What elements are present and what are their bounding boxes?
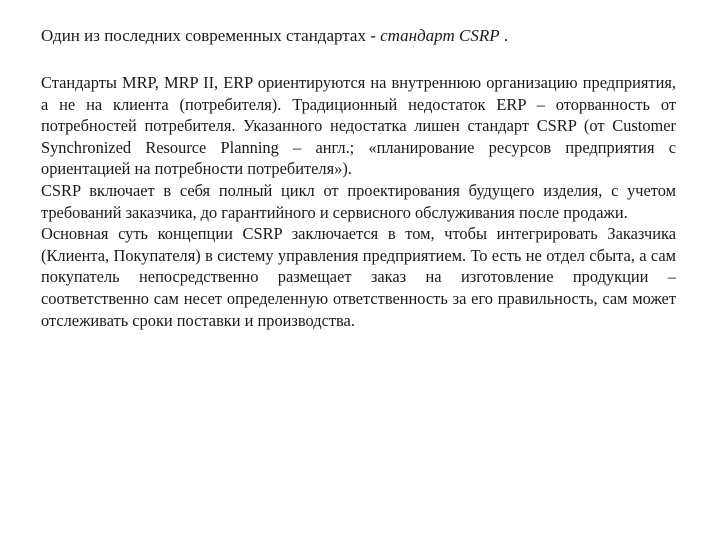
slide-heading	[41, 25, 681, 47]
paragraph-csrp-cycle: CSRP включает в себя полный цикл от проектирования будущего изделия, с учетом требований заказчика, до гарантийного и сервисного обслуживания после продажи.	[41, 180, 676, 222]
paragraph-csrp-essence: Основная суть концепции CSRP заключается в том, чтобы интегрировать Заказчика (Клиента, Покупателя) в систему управления предприятием. То есть не отдел сбыта, а сам покупатель непосредственно размещает заказ на изготовление продукции – соответственно сам несет определенную ответственность за его правильность, сам может отслеживать сроки поставки и производства.	[41, 224, 676, 330]
body-text	[41, 72, 676, 331]
heading-emphasis: стандарт CSRP	[380, 26, 500, 45]
heading-suffix: .	[499, 26, 509, 45]
paragraph-erp-limitations: Стандарты MRP, MRP II, ERP ориентируются на внутреннюю организацию предприятия, а не на клиента (потребителя). Традиционный недостаток ERP – оторванность от потребностей потребителя. Указанного недостатка лишен стандарт CSRP (от Customer Synchronized Resource Planning – англ.; «планирование ресурсов предприятия с ориентацией на потребности потребителя»).	[41, 73, 676, 179]
heading-prefix: Один из последних современных стандартах -	[41, 26, 381, 45]
